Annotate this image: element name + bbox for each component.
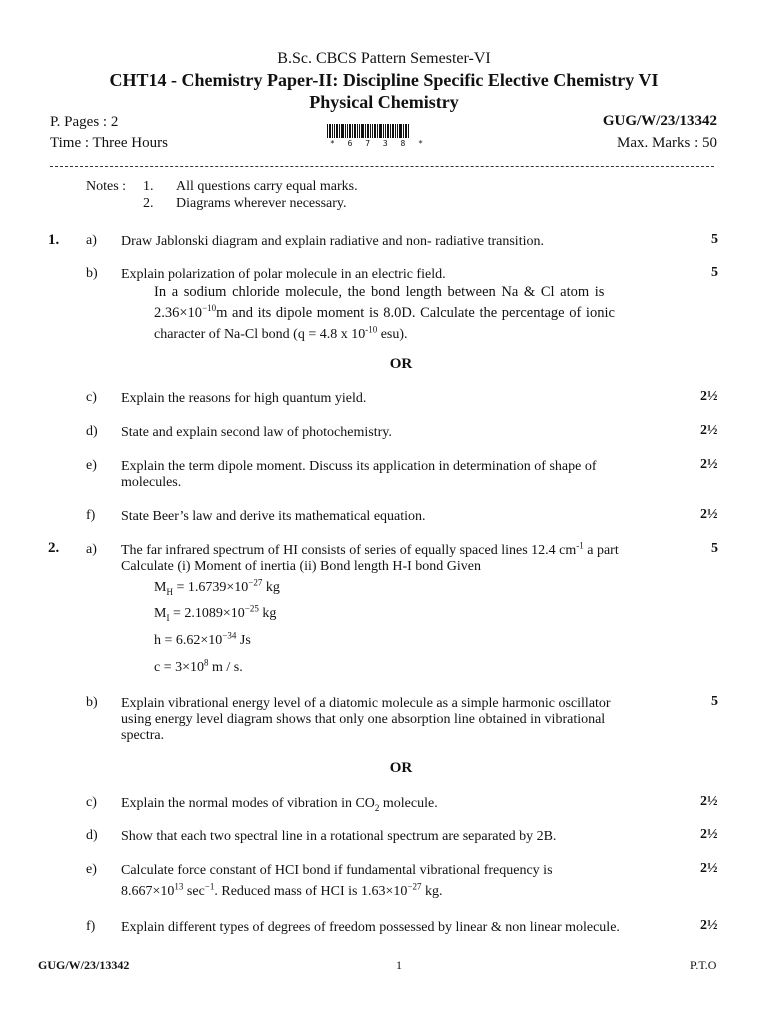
exam-duration: Time : Three Hours: [50, 135, 168, 151]
q1d-label: d): [86, 424, 98, 439]
q2f-marks: 2½: [700, 918, 718, 933]
semester-line: B.Sc. CBCS Pattern Semester-VI: [277, 50, 491, 67]
footer-paper-code: GUG/W/23/13342: [38, 958, 130, 972]
note-1-text: All questions carry equal marks.: [176, 179, 358, 194]
note-2-number: 2.: [143, 196, 154, 211]
barcode-number: * 6 7 3 8 *: [330, 139, 427, 148]
q2a-text: The far infrared spectrum of HI consists of series of equally spaced lines 12.4 $cm^{-1}$ a part: [121, 540, 619, 558]
q2d-label: d): [86, 828, 98, 843]
paper-subtitle: Physical Chemistry: [309, 92, 459, 112]
formula-planck-constant: $h = 6.62\times 10^{-34}$ Js: [154, 630, 251, 648]
note-2-text: Diagrams wherever necessary.: [176, 196, 347, 211]
page-count: P. Pages : 2: [50, 114, 119, 130]
q2f-label: f): [86, 919, 96, 934]
q1c-label: c): [86, 390, 97, 405]
header-divider: [50, 166, 714, 167]
footer-page-number: 1: [396, 958, 402, 972]
q2c-label: c): [86, 795, 97, 810]
q2c-text: Explain the normal modes of vibration in $CO_2$ molecule.: [121, 796, 438, 813]
barcode-image: [327, 124, 410, 138]
q1b-problem-line-2: $2.36\times 10^{-10}m$ and its dipole moment is 8.0D. Calculate the percentage of ionic: [154, 303, 615, 321]
max-marks: Max. Marks : 50: [617, 135, 717, 151]
q1e-label: e): [86, 458, 97, 473]
q1b-problem-line-3: character of Na-Cl bond (q = 4.8 x $10^{-10}$ esu).: [154, 324, 408, 342]
q1b-label: b): [86, 266, 98, 281]
q2e-text-continued: $8.667\times 10^{13}$ $\sec^{-1}$. Reduced mass of HCI is $1.63\times 10^{-27}$ kg.: [121, 881, 443, 899]
q2a-marks: 5: [711, 541, 718, 556]
q2a-text-continued: Calculate (i) Moment of inertia (ii) Bond length H-I bond Given: [121, 559, 482, 574]
question-1-number: 1.: [48, 232, 60, 248]
footer-pto: P.T.O: [690, 958, 717, 972]
q1c-text: Explain the reasons for high quantum yield.: [121, 391, 367, 406]
notes-label: Notes :: [86, 179, 127, 194]
q1-or-separator: OR: [389, 356, 413, 372]
question-2-number: 2.: [48, 540, 60, 556]
q1d-marks: 2½: [700, 423, 718, 438]
q2b-marks: 5: [711, 694, 718, 709]
q1e-text-continued: molecules.: [121, 475, 182, 490]
q1c-marks: 2½: [700, 389, 718, 404]
q1e-marks: 2½: [700, 457, 718, 472]
q2b-text-line-2: using energy level diagram shows that only one absorption line obtained in vibrational: [121, 712, 606, 727]
q1a-text: Draw Jablonski diagram and explain radiative and non- radiative transition.: [121, 234, 544, 249]
formula-mass-i: $M_I = 2.1089\times 10^{-25}$ kg: [154, 603, 277, 623]
paper-title: CHT14 - Chemistry Paper-II: Discipline Specific Elective Chemistry VI: [109, 70, 659, 90]
q2b-text-line-3: spectra.: [121, 728, 165, 743]
q1f-label: f): [86, 508, 96, 523]
q2d-marks: 2½: [700, 827, 718, 842]
q1f-marks: 2½: [700, 507, 718, 522]
paper-code: GUG/W/23/13342: [602, 113, 717, 129]
q2e-text: Calculate force constant of HCI bond if fundamental vibrational frequency is: [121, 863, 553, 878]
q1b-text: Explain polarization of polar molecule in an electric field.: [121, 267, 446, 282]
q1e-text: Explain the term dipole moment. Discuss its application in determination of shape of: [121, 459, 597, 474]
q1b-marks: 5: [711, 265, 718, 280]
q1a-label: a): [86, 233, 97, 248]
q1a-marks: 5: [711, 232, 718, 247]
q2-or-separator: OR: [389, 760, 413, 776]
note-1-number: 1.: [143, 179, 154, 194]
q2c-marks: 2½: [700, 794, 718, 809]
q2e-label: e): [86, 862, 97, 877]
q2b-text-line-1: Explain vibrational energy level of a diatomic molecule as a simple harmonic oscillator: [121, 696, 611, 711]
formula-mass-h: $M_H = 1.6739\times 10^{-27}$ kg: [154, 577, 280, 597]
formula-speed-of-light: $c = 3\times 10^8$ m / s.: [154, 657, 243, 675]
q1f-text: State Beer’s law and derive its mathematical equation.: [121, 509, 426, 524]
q2f-text: Explain different types of degrees of freedom possessed by linear & non linear molecule.: [121, 920, 620, 935]
q2e-marks: 2½: [700, 861, 718, 876]
q2a-label: a): [86, 542, 97, 557]
q1b-problem-line-1: In a sodium chloride molecule, the bond length between Na & Cl atom is: [154, 284, 605, 300]
q2b-label: b): [86, 695, 98, 710]
q2d-text: Show that each two spectral line in a rotational spectrum are separated by 2B.: [121, 829, 557, 844]
q1d-text: State and explain second law of photochemistry.: [121, 425, 392, 440]
